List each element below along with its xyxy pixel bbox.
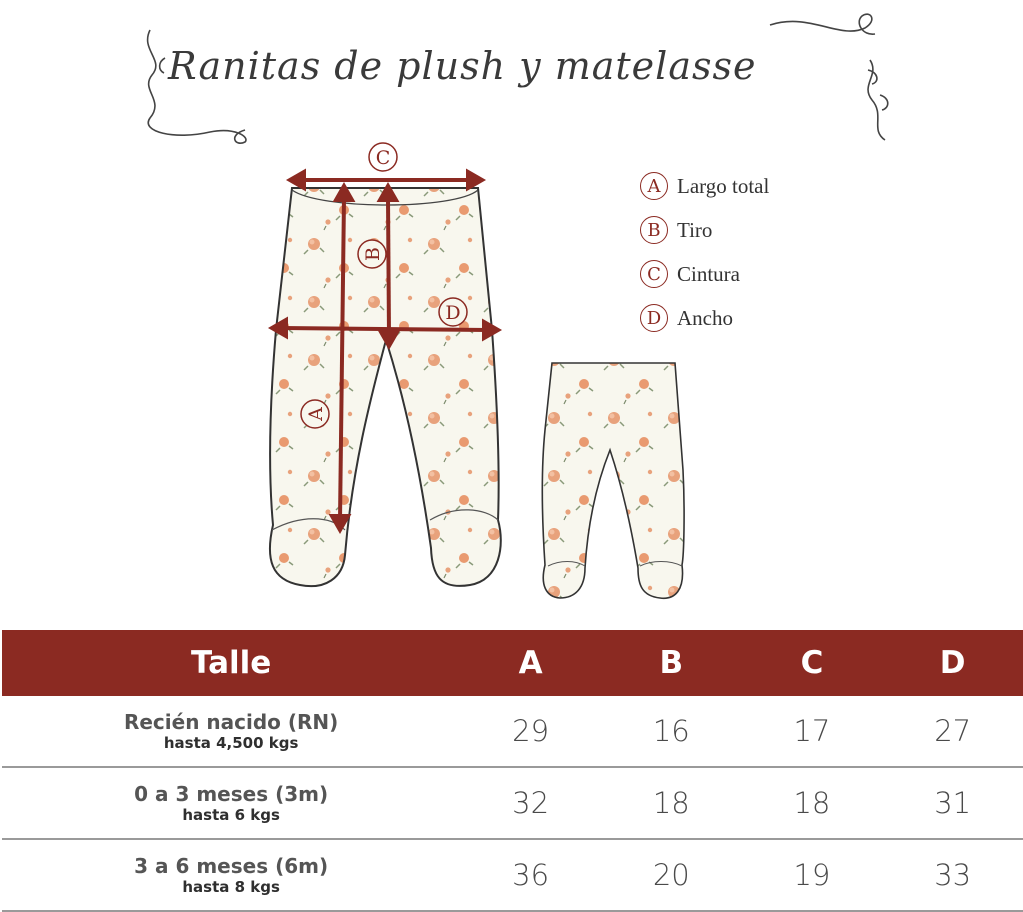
size-cell [2, 696, 460, 767]
value-c: 17 [742, 696, 883, 767]
table-row [2, 696, 1023, 767]
legend-label: Cintura [677, 261, 740, 286]
table-header-row [2, 630, 1023, 696]
value-d: 31 [882, 767, 1023, 839]
value-d: 33 [882, 839, 1023, 911]
value-c: 19 [742, 839, 883, 911]
svg-text:D: D [445, 302, 461, 324]
svg-text:A: A [305, 407, 327, 421]
measurement-legend [640, 164, 769, 340]
legend-badge: C [640, 260, 668, 288]
value-b: 20 [601, 839, 742, 911]
size-table [2, 630, 1023, 912]
size-cell [2, 767, 460, 839]
legend-badge: D [640, 304, 668, 332]
size-cell [2, 839, 460, 911]
legend-label: Tiro [677, 217, 713, 242]
legend-label: Ancho [677, 305, 733, 330]
marker-b [358, 240, 386, 268]
small-pants-illustration [542, 363, 684, 598]
legend-item-d [640, 296, 769, 340]
legend-badge: B [640, 216, 668, 244]
header-talle: Talle [2, 630, 460, 696]
value-d: 27 [882, 696, 1023, 767]
header-c: C [742, 630, 883, 696]
legend-label: Largo total [677, 173, 770, 198]
marker-a [301, 400, 329, 428]
size-name: 0 a 3 meses (3m) [134, 782, 329, 806]
legend-badge: A [640, 172, 668, 200]
marker-d [439, 298, 467, 326]
header-a: A [460, 630, 601, 696]
legend-item-a [640, 164, 769, 208]
svg-text:C: C [375, 147, 391, 169]
size-weight: hasta 8 kgs [182, 878, 280, 896]
header-d: D [882, 630, 1023, 696]
size-name: Recién nacido (RN) [123, 710, 339, 734]
size-weight: hasta 4,500 kgs [163, 734, 299, 752]
value-b: 18 [601, 767, 742, 839]
svg-text:B: B [362, 247, 384, 261]
legend-item-b [640, 208, 769, 252]
value-a: 29 [460, 696, 601, 767]
header-b: B [601, 630, 742, 696]
value-a: 36 [460, 839, 601, 911]
page-title: Ranitas de plush y matelasse [168, 44, 757, 88]
value-b: 16 [601, 696, 742, 767]
size-weight: hasta 6 kgs [182, 806, 280, 824]
value-a: 32 [460, 767, 601, 839]
large-pants-illustration [270, 188, 501, 586]
legend-item-c [640, 252, 769, 296]
size-name: 3 a 6 meses (6m) [134, 854, 329, 878]
marker-c [369, 143, 397, 171]
value-c: 18 [742, 767, 883, 839]
table-row [2, 839, 1023, 911]
table-row [2, 767, 1023, 839]
